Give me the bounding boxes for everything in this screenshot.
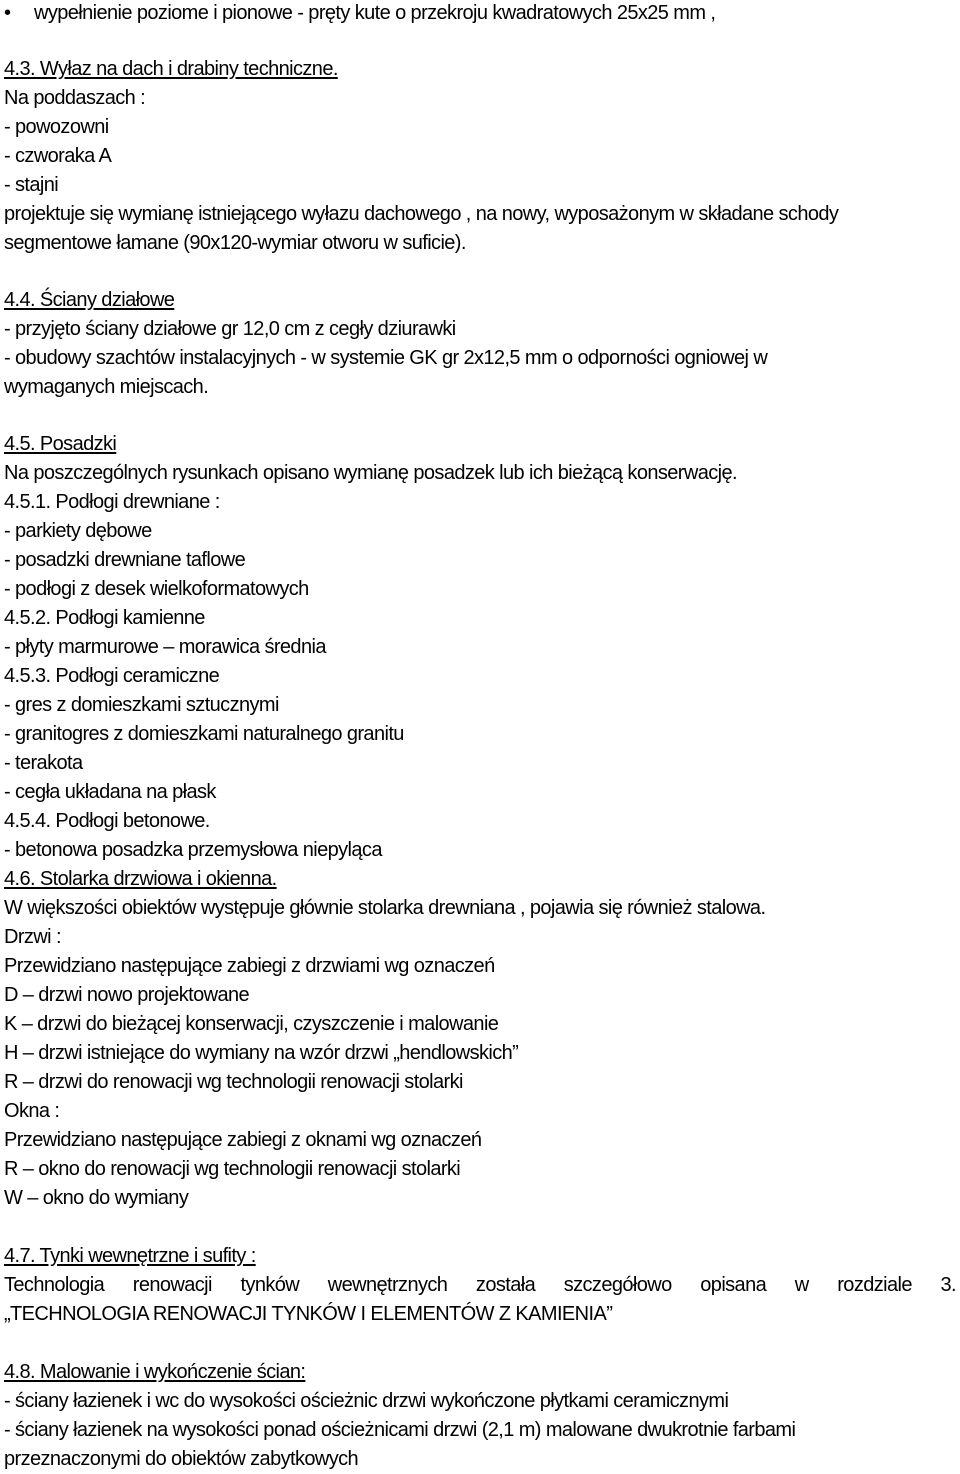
- section-heading: 4.5. Posadzki: [4, 433, 117, 455]
- text-line: Drzwi :: [4, 926, 61, 948]
- text-line: „TECHNOLOGIA RENOWACJI TYNKÓW I ELEMENTÓW Z KAMIENIA”: [4, 1303, 613, 1325]
- text-line: projektuje się wymianę istniejącego wyłazu dachowego , na nowy, wyposażonym w składane schody: [4, 203, 839, 225]
- text-line: Okna :: [4, 1100, 60, 1122]
- text-line: 4.5.2. Podłogi kamienne: [4, 607, 205, 629]
- section-heading: 4.7. Tynki wewnętrzne i sufity :: [4, 1245, 256, 1267]
- text-line: D – drzwi nowo projektowane: [4, 984, 250, 1006]
- text-line: 4.5.4. Podłogi betonowe.: [4, 810, 210, 832]
- section-heading: 4.4. Ściany działowe: [4, 289, 175, 311]
- section-heading: 4.8. Malowanie i wykończenie ścian:: [4, 1361, 306, 1383]
- text-line: - stajni: [4, 174, 59, 196]
- text-line: - płyty marmurowe – morawica średnia: [4, 636, 326, 658]
- bullet-icon: •: [4, 2, 12, 24]
- text-line: - czworaka A: [4, 145, 112, 167]
- text-line: - obudowy szachtów instalacyjnych - w systemie GK gr 2x12,5 mm o odporności ogniowej w: [4, 347, 768, 369]
- text-line: wymaganych miejscach.: [4, 376, 209, 398]
- text-line: - cegła układana na płask: [4, 781, 216, 803]
- text-line: Na poszczególnych rysunkach opisano wymianę posadzek lub ich bieżącą konserwację.: [4, 462, 737, 484]
- text-line: segmentowe łamane (90x120-wymiar otworu w suficie).: [4, 232, 466, 254]
- text-line: Technologia renowacji tynków wewnętrznych została szczegółowo opisana w rozdziale 3.: [4, 1274, 956, 1296]
- text-line: 4.5.1. Podłogi drewniane :: [4, 491, 220, 513]
- text-line: - ściany łazienek na wysokości ponad ościeżnicami drzwi (2,1 m) malowane dwukrotnie farbami: [4, 1419, 796, 1441]
- text-line: H – drzwi istniejące do wymiany na wzór drzwi „hendlowskich”: [4, 1042, 519, 1064]
- text-line: - granitogres z domieszkami naturalnego granitu: [4, 723, 404, 745]
- text-line: - ściany łazienek i wc do wysokości ościeżnic drzwi wykończone płytkami ceramicznymi: [4, 1390, 729, 1412]
- text-line: - powozowni: [4, 116, 109, 138]
- text-line: - gres z domieszkami sztucznymi: [4, 694, 279, 716]
- text-line: Na poddaszach :: [4, 87, 146, 109]
- text-line: R – drzwi do renowacji wg technologii renowacji stolarki: [4, 1071, 463, 1093]
- text-line: 4.5.3. Podłogi ceramiczne: [4, 665, 220, 687]
- text-line: - parkiety dębowe: [4, 520, 152, 542]
- text-line: W większości obiektów występuje głównie stolarka drewniana , pojawia się również stalowa.: [4, 897, 766, 919]
- text-line: - betonowa posadzka przemysłowa niepyląca: [4, 839, 382, 861]
- text-line: R – okno do renowacji wg technologii renowacji stolarki: [4, 1158, 461, 1180]
- text-line: - podłogi z desek wielkoformatowych: [4, 578, 309, 600]
- text-line: - przyjęto ściany działowe gr 12,0 cm z cegły dziurawki: [4, 318, 456, 340]
- text-line: Przewidziano następujące zabiegi z drzwiami wg oznaczeń: [4, 955, 495, 977]
- text-line: Przewidziano następujące zabiegi z oknami wg oznaczeń: [4, 1129, 482, 1151]
- section-heading: 4.6. Stolarka drzwiowa i okienna.: [4, 868, 277, 890]
- text-line: wypełnienie poziome i pionowe - pręty kute o przekroju kwadratowych 25x25 mm ,: [34, 2, 716, 24]
- text-line: - posadzki drewniane taflowe: [4, 549, 246, 571]
- section-heading: 4.3. Wyłaz na dach i drabiny techniczne.: [4, 58, 338, 80]
- text-line: K – drzwi do bieżącej konserwacji, czyszczenie i malowanie: [4, 1013, 499, 1035]
- text-line: W – okno do wymiany: [4, 1187, 189, 1209]
- text-line: przeznaczonymi do obiektów zabytkowych: [4, 1448, 359, 1470]
- text-line: - terakota: [4, 752, 83, 774]
